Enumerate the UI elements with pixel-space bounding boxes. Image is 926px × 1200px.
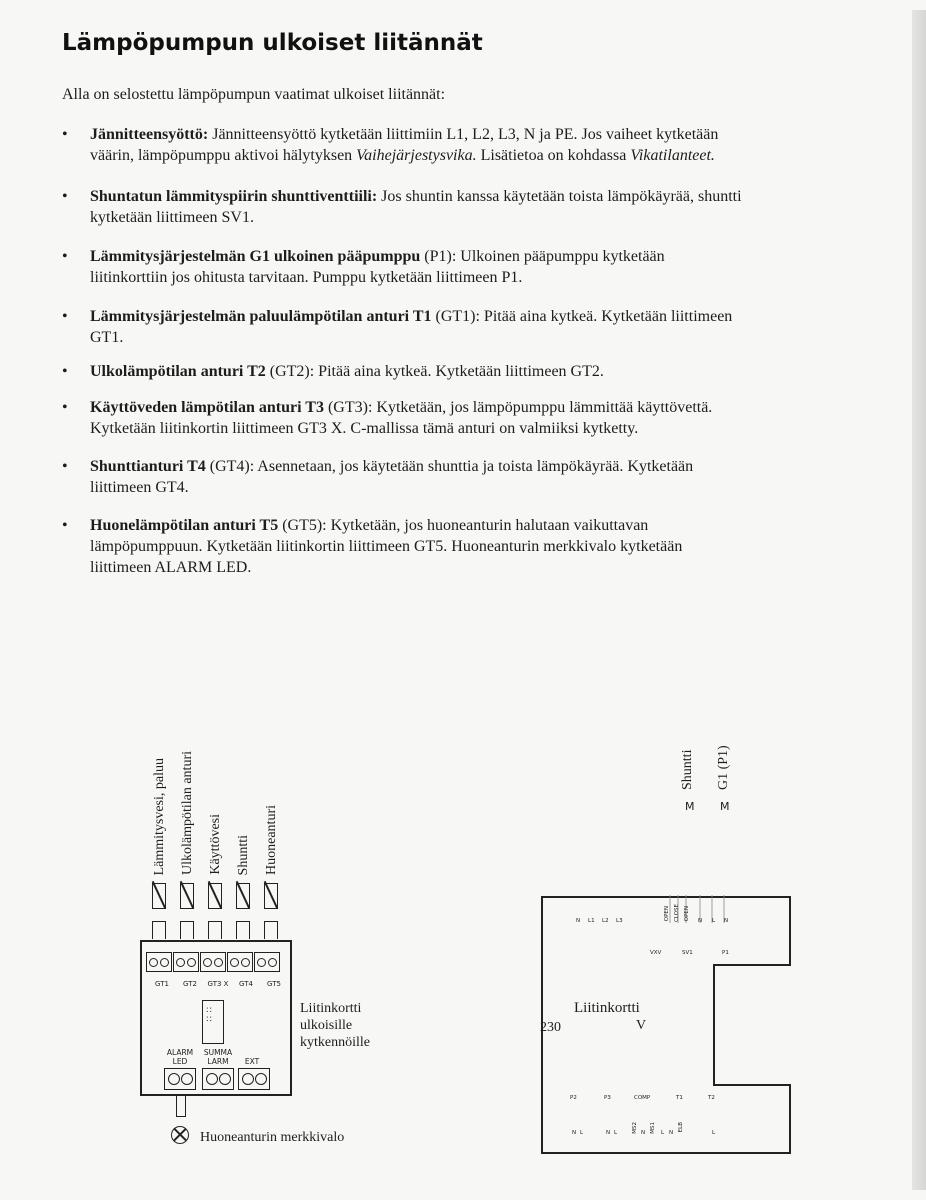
board-label bbox=[300, 1000, 370, 1051]
bullet: • bbox=[62, 126, 68, 143]
sensor-icon bbox=[208, 883, 222, 909]
terminal-label: N bbox=[576, 918, 581, 924]
external-connections-diagram bbox=[140, 735, 400, 1155]
terminal-label: L bbox=[614, 1130, 618, 1136]
item-heading: Shunttianturi T4 bbox=[90, 458, 206, 475]
sensor-icon bbox=[236, 883, 250, 909]
terminal-label: VXV bbox=[650, 950, 662, 956]
terminal-label: L bbox=[712, 918, 716, 924]
terminal bbox=[200, 952, 226, 972]
board-label: Liitinkortti bbox=[574, 1000, 640, 1016]
item-heading: Lämmitysjärjestelmän paluulämpötilan anturi T1 bbox=[90, 308, 432, 325]
list-item bbox=[62, 456, 742, 498]
shunt-label: Shuntti bbox=[680, 749, 695, 790]
list-item bbox=[62, 186, 742, 228]
terminal-label: ELB bbox=[678, 1122, 684, 1133]
board-label-line: Liitinkortti bbox=[300, 1001, 362, 1016]
sensor-lead bbox=[180, 921, 194, 939]
item-text: Lisätietoa on kohdassa bbox=[476, 147, 631, 164]
terminal-label: N bbox=[572, 1130, 577, 1136]
sensor-label: Käyttövesi bbox=[208, 814, 223, 875]
sensor-lead bbox=[236, 921, 250, 939]
list-item bbox=[62, 397, 742, 439]
ext-terminal bbox=[238, 1068, 270, 1090]
terminal-label: COMP bbox=[634, 1095, 651, 1101]
terminal-label: GT3 X bbox=[207, 980, 229, 988]
terminal-label: OPEN bbox=[664, 906, 670, 922]
item-heading: Jännitteensyöttö: bbox=[90, 126, 209, 143]
list-item bbox=[62, 361, 742, 382]
shunt-motor-label: M bbox=[685, 800, 695, 813]
terminal-label: GT1 bbox=[155, 980, 169, 988]
item-text: (P1): Ulkoinen pääpumppu kytketään liitinkorttiin jos ohitusta tarvitaan. Pumppu kytketään liittimeen P1. bbox=[90, 248, 665, 286]
sensor-icon bbox=[264, 883, 278, 909]
sensor-lead bbox=[264, 921, 278, 939]
terminal-label: MS2 bbox=[632, 1122, 638, 1134]
terminal-label: L bbox=[661, 1130, 665, 1136]
terminal-labels bbox=[148, 980, 288, 988]
bullet: • bbox=[62, 363, 68, 380]
item-text: Jännitteensyöttö kytketään liittimiin L1, L2, L3, N ja PE. Jos vaiheet kytketään väärin, lämpöpumppu aktivoi hälytyksen bbox=[90, 126, 719, 164]
sensor-lead bbox=[152, 921, 166, 939]
bullet: • bbox=[62, 458, 68, 475]
bullet: • bbox=[62, 188, 68, 205]
terminal-label: GT5 bbox=[267, 980, 281, 988]
item-heading: Lämmitysjärjestelmän G1 ulkoinen pääpumppu bbox=[90, 248, 421, 265]
terminal bbox=[227, 952, 253, 972]
sensor-label: Lämmitysvesi, paluu bbox=[152, 757, 167, 875]
sensor-label: Shuntti bbox=[236, 834, 251, 875]
terminal-label: L1 bbox=[588, 918, 595, 924]
lamp-label: Huoneanturin merkkivalo bbox=[200, 1130, 345, 1145]
terminal-label: P2 bbox=[570, 1095, 577, 1101]
item-text: (GT5): Kytketään, jos huoneanturin halutaan vaikuttavan lämpöpumppuun. Kytketään liitinkortin liittimeen GT5. Huoneanturin merkkivalo kytketään liittimeen ALARM LED. bbox=[90, 517, 683, 576]
terminal-label: P3 bbox=[604, 1095, 611, 1101]
terminal-label: SV1 bbox=[682, 950, 693, 956]
list-item bbox=[62, 306, 742, 348]
voltage-label: 230 bbox=[540, 1020, 561, 1035]
terminal-label: N bbox=[724, 918, 729, 924]
lamp-lead bbox=[176, 1095, 186, 1117]
terminal-label: L2 bbox=[602, 918, 609, 924]
item-text: (GT3): Kytketään, jos lämpöpumppu lämmittää käyttövettä. Kytketään liitinkortin liittimeen GT3 X. C-mallissa tämä anturi on valmiiksi kytketty. bbox=[90, 399, 713, 437]
terminal-label: L bbox=[580, 1130, 584, 1136]
bullet: • bbox=[62, 399, 68, 416]
item-text: (GT2): Pitää aina kytkeä. Kytketään liittimeen GT2. bbox=[265, 363, 604, 380]
terminal-label: CLOSE bbox=[674, 904, 680, 923]
summa-larm-terminal bbox=[202, 1068, 234, 1090]
item-text: (GT1): Pitää aina kytkeä. Kytketään liittimeen GT1. bbox=[90, 308, 733, 346]
list-item bbox=[62, 246, 742, 288]
terminal-label: MS1 bbox=[650, 1122, 656, 1134]
board-outline bbox=[540, 895, 796, 1157]
sensor-label: Ulkolämpötilan anturi bbox=[180, 750, 195, 875]
terminal bbox=[254, 952, 280, 972]
pin-connector bbox=[202, 1000, 224, 1044]
terminal-label: OPEN bbox=[684, 906, 690, 922]
sensor-label: Huoneanturi bbox=[264, 805, 279, 875]
pump-label: G1 (P1) bbox=[716, 745, 731, 790]
item-heading: Shuntatun lämmityspiirin shunttiventtiili: bbox=[90, 188, 378, 205]
board-label-line: ulkoisille bbox=[300, 1018, 353, 1033]
terminal-label: GT2 bbox=[183, 980, 197, 988]
terminal bbox=[173, 952, 199, 972]
sensor-lead bbox=[208, 921, 222, 939]
item-italic: Vaihejärjestysvika. bbox=[356, 147, 477, 164]
board-label-line: kytkennöille bbox=[300, 1035, 370, 1050]
sensor-icon bbox=[180, 883, 194, 909]
ext-label: EXT bbox=[244, 1057, 260, 1066]
connection-board bbox=[140, 940, 292, 1096]
page-title: Lämpöpumpun ulkoiset liitännät bbox=[62, 30, 483, 56]
item-italic: Vikatilanteet. bbox=[630, 147, 715, 164]
item-heading: Ulkolämpötilan anturi T2 bbox=[90, 363, 266, 380]
terminal-label: N bbox=[698, 918, 703, 924]
signal-lamp-icon bbox=[171, 1126, 189, 1144]
terminal-block bbox=[146, 952, 280, 972]
item-heading: Huonelämpötilan anturi T5 bbox=[90, 517, 279, 534]
item-heading: Käyttöveden lämpötilan anturi T3 bbox=[90, 399, 324, 416]
intro-text: Alla on selostettu lämpöpumpun vaatimat ulkoiset liitännät: bbox=[62, 86, 446, 103]
terminal-label: T2 bbox=[708, 1095, 715, 1101]
alarm-led-terminal bbox=[164, 1068, 196, 1090]
sensor-icon bbox=[152, 883, 166, 909]
terminal-label: L3 bbox=[616, 918, 623, 924]
item-text: (GT4): Asennetaan, jos käytetään shunttia ja toista lämpökäyrää. Kytketään liittimeen GT4. bbox=[90, 458, 694, 496]
list-item bbox=[62, 124, 742, 166]
power-board-diagram bbox=[540, 730, 800, 1160]
terminal bbox=[146, 952, 172, 972]
alarm-led-label: ALARM LED bbox=[166, 1048, 194, 1066]
terminal-label: N bbox=[606, 1130, 611, 1136]
terminal-label: L bbox=[712, 1130, 716, 1136]
terminal-label: P1 bbox=[722, 950, 729, 956]
summa-larm-label: SUMMA LARM bbox=[203, 1048, 233, 1066]
terminal-label: N bbox=[641, 1130, 646, 1136]
voltage-unit-label: V bbox=[636, 1018, 647, 1033]
bullet: • bbox=[62, 248, 68, 265]
bullet: • bbox=[62, 308, 68, 325]
terminal-label: GT4 bbox=[239, 980, 253, 988]
list-item bbox=[62, 515, 742, 578]
connector-pins: :: :: bbox=[206, 1004, 214, 1023]
terminal-label: N bbox=[669, 1130, 674, 1136]
terminal-label: T1 bbox=[676, 1095, 683, 1101]
bullet: • bbox=[62, 517, 68, 534]
pump-motor-label: M bbox=[720, 800, 730, 813]
item-text: Jos shuntin kanssa käytetään toista lämpökäyrää, shuntti kytketään liittimeen SV1. bbox=[90, 188, 742, 226]
connection-list bbox=[62, 124, 742, 578]
page-edge bbox=[912, 10, 926, 1190]
